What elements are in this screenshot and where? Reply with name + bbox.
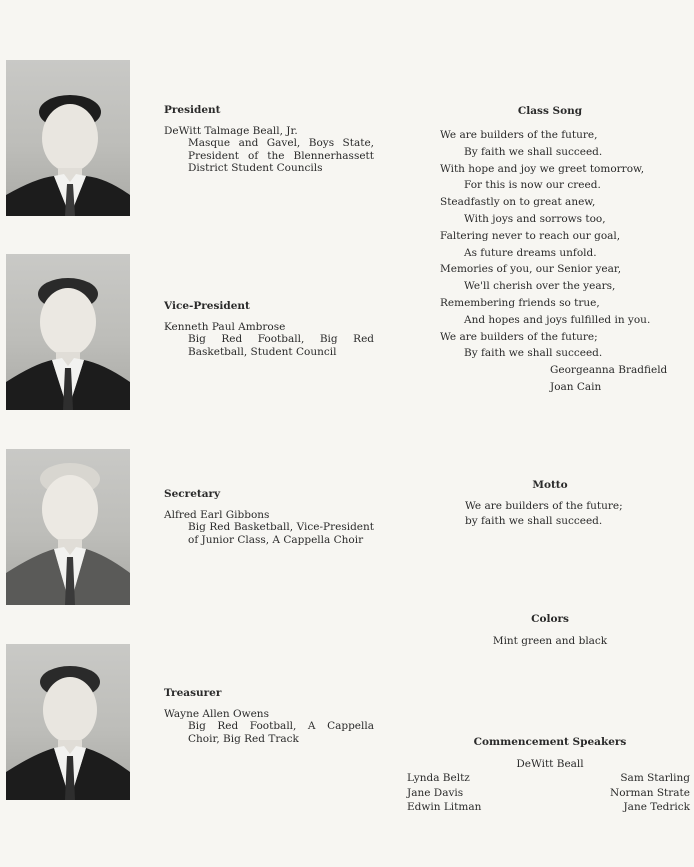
speaker-name: Norman Strate bbox=[610, 786, 690, 799]
treasurer-block bbox=[164, 687, 374, 745]
song-line: Memories of you, our Senior year, bbox=[440, 263, 622, 276]
role-title: Secretary bbox=[164, 488, 221, 500]
officer-name: DeWitt Talmage Beall, Jr. bbox=[164, 124, 298, 137]
speaker-name: Jane Tedrick bbox=[623, 801, 690, 813]
song-line: With hope and joy we greet tomorrow, bbox=[440, 162, 645, 175]
song-line: By faith we shall succeed. bbox=[464, 347, 603, 360]
song-line: For this is now our creed. bbox=[464, 179, 601, 192]
officer-activities: Masque and Gavel, Boys State, President of the Blennerhassett District Student Councils bbox=[188, 137, 374, 174]
motto-line: We are builders of the future; bbox=[465, 500, 623, 512]
officer-activities: Big Red Football, Big Red Basketball, Student Council bbox=[188, 333, 374, 358]
role-title: President bbox=[164, 104, 221, 116]
colors-text: Mint green and black bbox=[492, 635, 608, 647]
speakers-left bbox=[407, 771, 527, 815]
speaker-name: Sam Starling bbox=[620, 772, 690, 784]
song-author: Joan Cain bbox=[550, 380, 602, 393]
class-song bbox=[440, 127, 680, 396]
speakers-right bbox=[570, 771, 690, 815]
song-line: By faith we shall succeed. bbox=[464, 145, 603, 158]
song-line: And hopes and joys fulfilled in you. bbox=[464, 313, 651, 326]
song-line: We are builders of the future, bbox=[440, 129, 598, 141]
song-line: Faltering never to reach our goal, bbox=[440, 229, 621, 242]
motto-line: by faith we shall succeed. bbox=[465, 515, 603, 527]
class-song-title: Class Song bbox=[517, 105, 583, 117]
president-photo bbox=[6, 60, 130, 216]
song-line: We are builders of the future; bbox=[440, 330, 598, 343]
colors-title: Colors bbox=[531, 613, 569, 625]
treasurer-photo bbox=[6, 644, 130, 800]
motto-title: Motto bbox=[532, 479, 568, 491]
song-line: We'll cherish over the years, bbox=[464, 280, 616, 293]
officer-name: Alfred Earl Gibbons bbox=[164, 508, 270, 521]
officer-name: Kenneth Paul Ambrose bbox=[164, 320, 286, 333]
speakers-title: Commencement Speakers bbox=[473, 736, 627, 748]
officer-activities: Big Red Football, A Cappella Choir, Big Red Track bbox=[188, 720, 374, 745]
speaker-center: DeWitt Beall bbox=[516, 758, 584, 770]
song-line: With joys and sorrows too, bbox=[464, 212, 606, 225]
role-title: Treasurer bbox=[164, 687, 222, 699]
secretary-block bbox=[164, 488, 374, 546]
vice-president-photo bbox=[6, 254, 130, 410]
vice-president-block bbox=[164, 300, 374, 358]
speaker-name: Edwin Litman bbox=[407, 801, 482, 813]
speaker-name: Jane Davis bbox=[407, 786, 464, 799]
song-line: Remembering friends so true, bbox=[440, 296, 600, 309]
officer-name: Wayne Allen Owens bbox=[164, 707, 269, 720]
song-line: Steadfastly on to great anew, bbox=[440, 196, 596, 209]
song-line: As future dreams unfold. bbox=[464, 246, 597, 259]
speaker-name: Lynda Beltz bbox=[407, 772, 470, 784]
president-block bbox=[164, 104, 374, 175]
officer-activities: Big Red Basketball, Vice-President of Junior Class, A Cappella Choir bbox=[188, 521, 374, 546]
motto-text bbox=[465, 499, 665, 529]
song-author: Georgeanna Bradfield bbox=[550, 364, 668, 377]
role-title: Vice-President bbox=[164, 300, 250, 312]
secretary-photo bbox=[6, 449, 130, 605]
